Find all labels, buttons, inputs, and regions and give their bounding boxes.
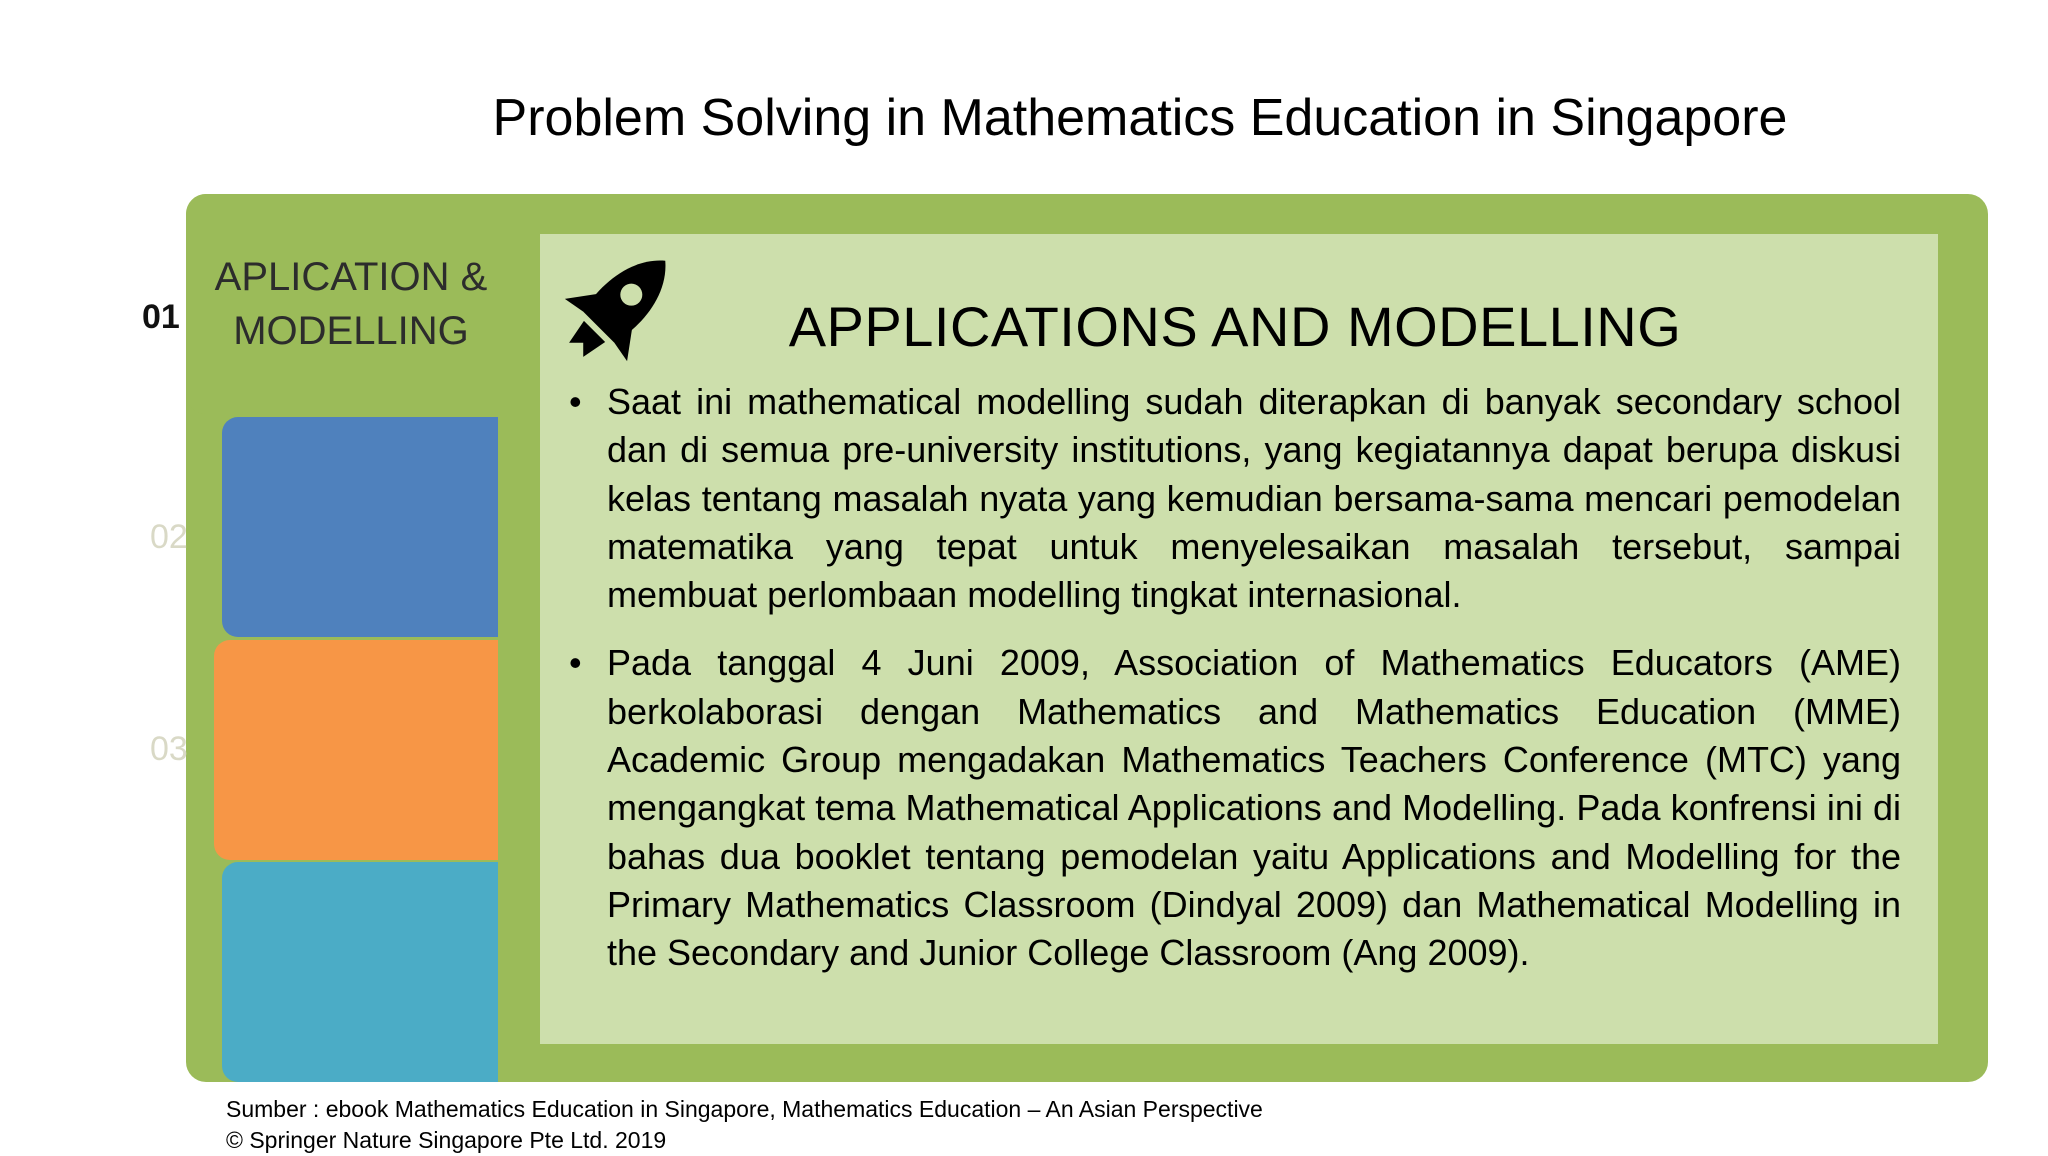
bullet-text: Pada tanggal 4 Juni 2009, Association of Mathematics Educators (AME) berkolaborasi dengan Mathematics and Mathematics Education (MME) Academic Group mengadakan Mathematics Teachers Conference (MTC) yang mengangkat tema Mathematical Applications and Modelling. Pada konfrensi ini di bahas dua booklet tentang pemodelan yaitu Applications and Modelling for the Primary Mathematics Classroom (Dindyal 2009) dan Mathematical Modelling in the Secondary and Junior College Classroom (Ang 2009).: [607, 642, 1901, 974]
bullet-item: [565, 378, 1901, 619]
tab-04[interactable]: [222, 862, 498, 1082]
tab-application-modelling[interactable]: [186, 194, 516, 414]
rocket-icon: [550, 236, 690, 376]
panel-heading: APPLICATIONS AND MODELLING: [788, 295, 1682, 358]
slide-title: Problem Solving in Mathematics Education in Singapore: [492, 89, 1788, 147]
source-line-2: © Springer Nature Singapore Pte Ltd. 2019: [226, 1127, 667, 1153]
tab-03[interactable]: [214, 640, 498, 860]
tab-number-01: 01: [142, 298, 180, 336]
bullet-dot-icon: •: [569, 381, 582, 422]
bullet-list: [565, 378, 1901, 998]
tab-02[interactable]: [222, 417, 498, 637]
bullet-item: [565, 639, 1901, 977]
source-citation: [226, 1094, 1263, 1156]
tab-number-03: 03: [150, 730, 188, 768]
tab-number-02: 02: [150, 518, 188, 556]
tab-label: APLICATION & MODELLING: [214, 255, 488, 353]
bullet-text: Saat ini mathematical modelling sudah diterapkan di banyak secondary school dan di semua pre-university institutions, yang kegiatannya dapat berupa diskusi kelas tentang masalah nyata yang kemudian bersama-sama mencari pemodelan matematika yang tepat untuk menyelesaikan masalah tersebut, sampai membuat perlombaan modelling tingkat internasional.: [607, 381, 1901, 616]
bullet-dot-icon: •: [569, 642, 582, 684]
source-line-1: Sumber : ebook Mathematics Education in Singapore, Mathematics Education – An Asian Perspective: [226, 1096, 1263, 1122]
